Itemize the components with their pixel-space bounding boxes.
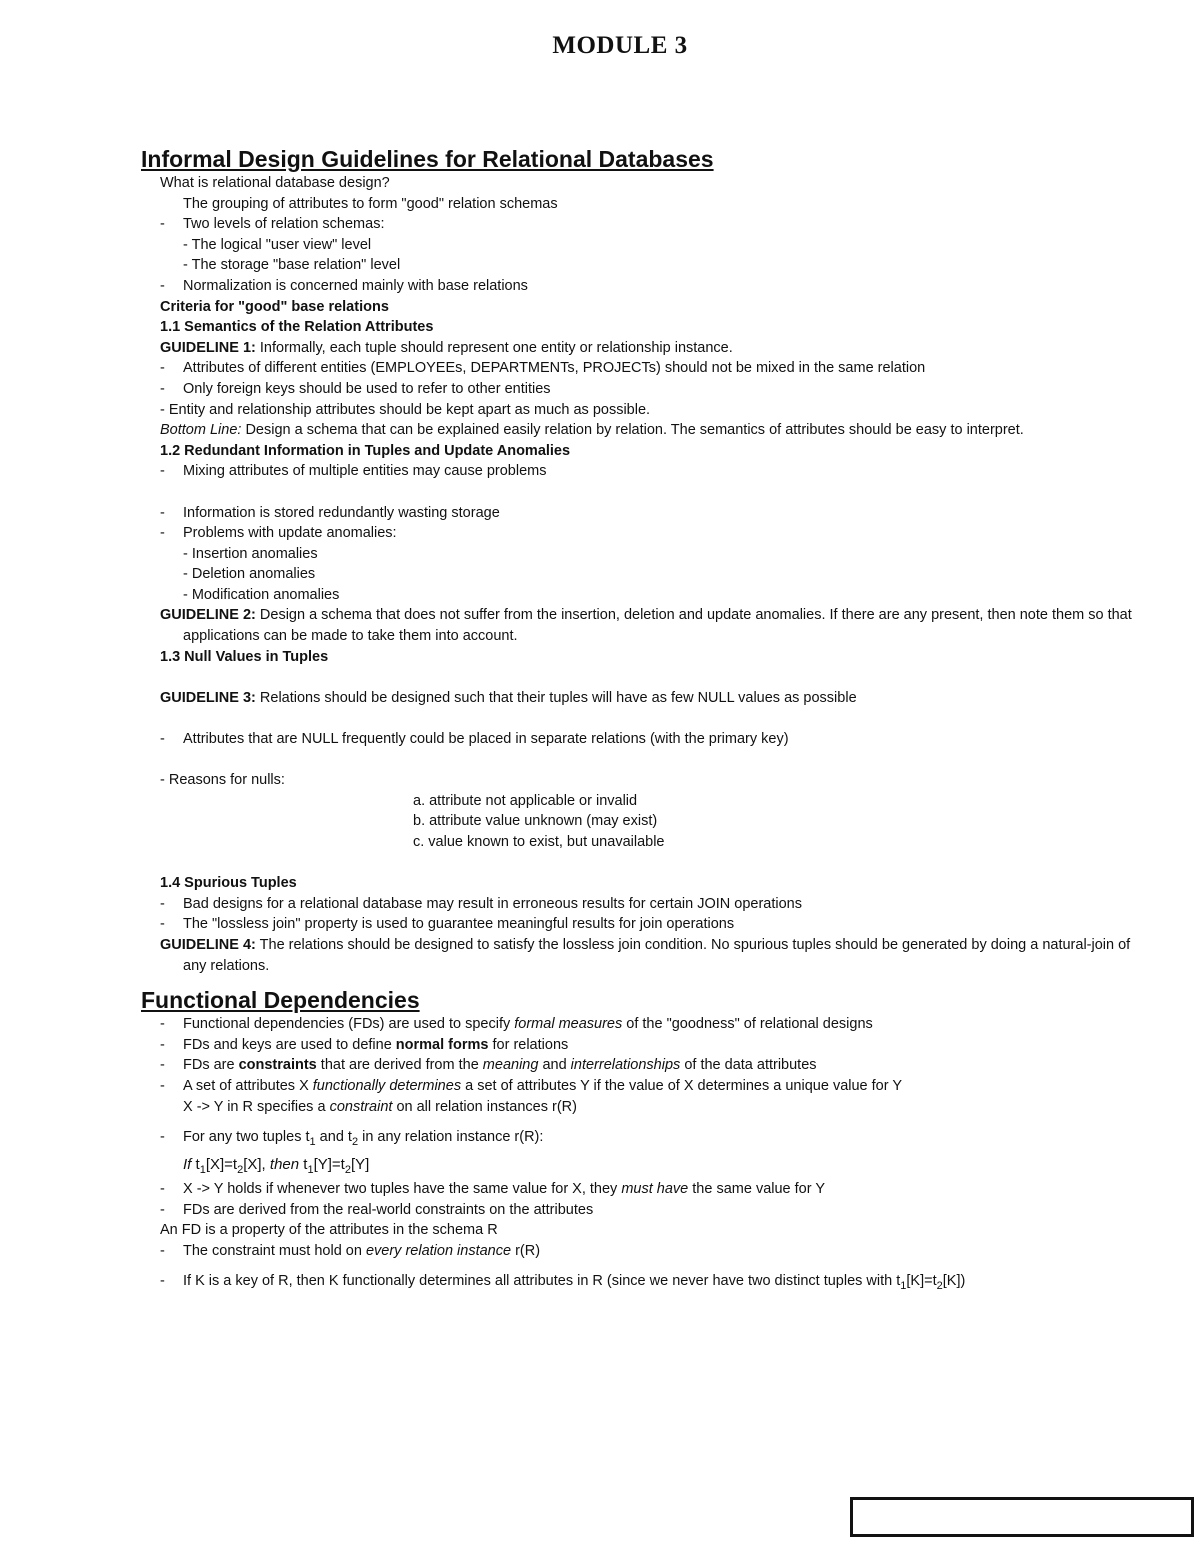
question-line: What is relational database design?: [160, 175, 390, 191]
list-item: - Attributes of different entities (EMPLOYEEs, DEPARTMENTs, PROJECTs) should not be mixed in the same relation: [160, 360, 926, 377]
list-item: - Functional dependencies (FDs) are used to specify formal measures of the "goodness" of relational designs: [160, 1016, 873, 1033]
list-item: - Normalization is concerned mainly with base relations: [160, 277, 528, 294]
list-item: - FDs are derived from the real-world constraints on the attributes: [160, 1201, 594, 1218]
list-item: - FDs are constraints that are derived from the meaning and interrelationships of the data attributes: [160, 1057, 817, 1074]
list-item: - A set of attributes X functionally determines a set of attributes Y if the value of X determines a unique value for Y: [160, 1077, 902, 1094]
list-item: - X -> Y holds if whenever two tuples have the same value for X, they must have the same value for Y: [160, 1181, 826, 1198]
document-body: [141, 145, 1140, 1292]
fd-formula: If $t_1[X]=t_2[X]$, then $t_1[Y]=t_2[Y]$: [183, 1156, 370, 1177]
list-item: - For any two tuples $t_1$ and $t_2$ in any relation instance r(R):: [160, 1128, 544, 1148]
guideline-3: GUIDELINE 3: Relations should be designed such that their tuples will have as few NULL values as possible: [160, 689, 857, 706]
list-item: - Two levels of relation schemas:: [160, 216, 385, 233]
fd-property: An FD is a property of the attributes in the schema R: [160, 1222, 498, 1239]
footer-box: [850, 1497, 1194, 1537]
guideline-2: GUIDELINE 2: Design a schema that does not suffer from the insertion, deletion and update anomalies. If there are any present, then note them so that applications can be made to take them into account.: [160, 607, 1132, 645]
list-item: - Bad designs for a relational database may result in erroneous results for certain JOIN operations: [160, 895, 802, 912]
subsection-heading-1-4: 1.4 Spurious Tuples: [160, 875, 297, 892]
subsection-heading-1-1: 1.1 Semantics of the Relation Attributes: [160, 319, 434, 336]
answer-line: The grouping of attributes to form "good" relation schemas: [183, 195, 558, 212]
list-subitem: - The storage "base relation" level: [183, 257, 401, 274]
list-subitem: - Deletion anomalies: [183, 566, 316, 583]
list-item: - If K is a key of R, then K functionally determines all attributes in R (since we never have two distinct tuples with $t_1[K]=t_2[K]$): [160, 1272, 966, 1292]
list-item: - Only foreign keys should be used to refer to other entities: [160, 380, 551, 397]
section-heading-design-guidelines: Informal Design Guidelines for Relational Databases: [141, 146, 714, 172]
section-heading-functional-dependencies: Functional Dependencies: [141, 987, 420, 1014]
list-item: - The constraint must hold on every relation instance r(R): [160, 1242, 541, 1259]
list-subitem: - Modification anomalies: [183, 586, 340, 603]
list-item: - Attributes that are NULL frequently could be placed in separate relations (with the primary key): [160, 731, 789, 748]
list-continuation: X -> Y in R specifies a constraint on all relation instances r(R): [183, 1098, 577, 1115]
list-subitem: - The logical "user view" level: [183, 236, 372, 253]
list-subitem: - Insertion anomalies: [183, 545, 318, 562]
subsection-heading-1-3: 1.3 Null Values in Tuples: [160, 648, 329, 665]
list-item: - Information is stored redundantly wasting storage: [160, 504, 500, 521]
page-title: MODULE 3: [552, 32, 688, 59]
list-item: - Problems with update anomalies:: [160, 525, 397, 542]
guideline-4: GUIDELINE 4: The relations should be designed to satisfy the lossless join condition. No spurious tuples should be generated by doing a natural-join of any relations.: [160, 936, 1131, 974]
reason-item: b. attribute value unknown (may exist): [413, 813, 658, 830]
list-item: - Mixing attributes of multiple entities may cause problems: [160, 463, 547, 480]
list-item: - The "lossless join" property is used to guarantee meaningful results for join operations: [160, 916, 735, 933]
list-item: - Entity and relationship attributes should be kept apart as much as possible.: [160, 401, 651, 418]
list-item: - FDs and keys are used to define normal forms for relations: [160, 1036, 569, 1053]
guideline-1: GUIDELINE 1: Informally, each tuple should represent one entity or relationship instance.: [160, 339, 733, 356]
reason-item: a. attribute not applicable or invalid: [413, 792, 638, 809]
criteria-heading: Criteria for "good" base relations: [160, 298, 389, 315]
subsection-heading-1-2: 1.2 Redundant Information in Tuples and Update Anomalies: [160, 442, 571, 459]
bottom-line: Bottom Line: Design a schema that can be explained easily relation by relation. The semantics of attributes should be easy to interpret.: [160, 422, 1024, 439]
reason-item: c. value known to exist, but unavailable: [413, 834, 665, 850]
reasons-heading: - Reasons for nulls:: [160, 772, 285, 789]
